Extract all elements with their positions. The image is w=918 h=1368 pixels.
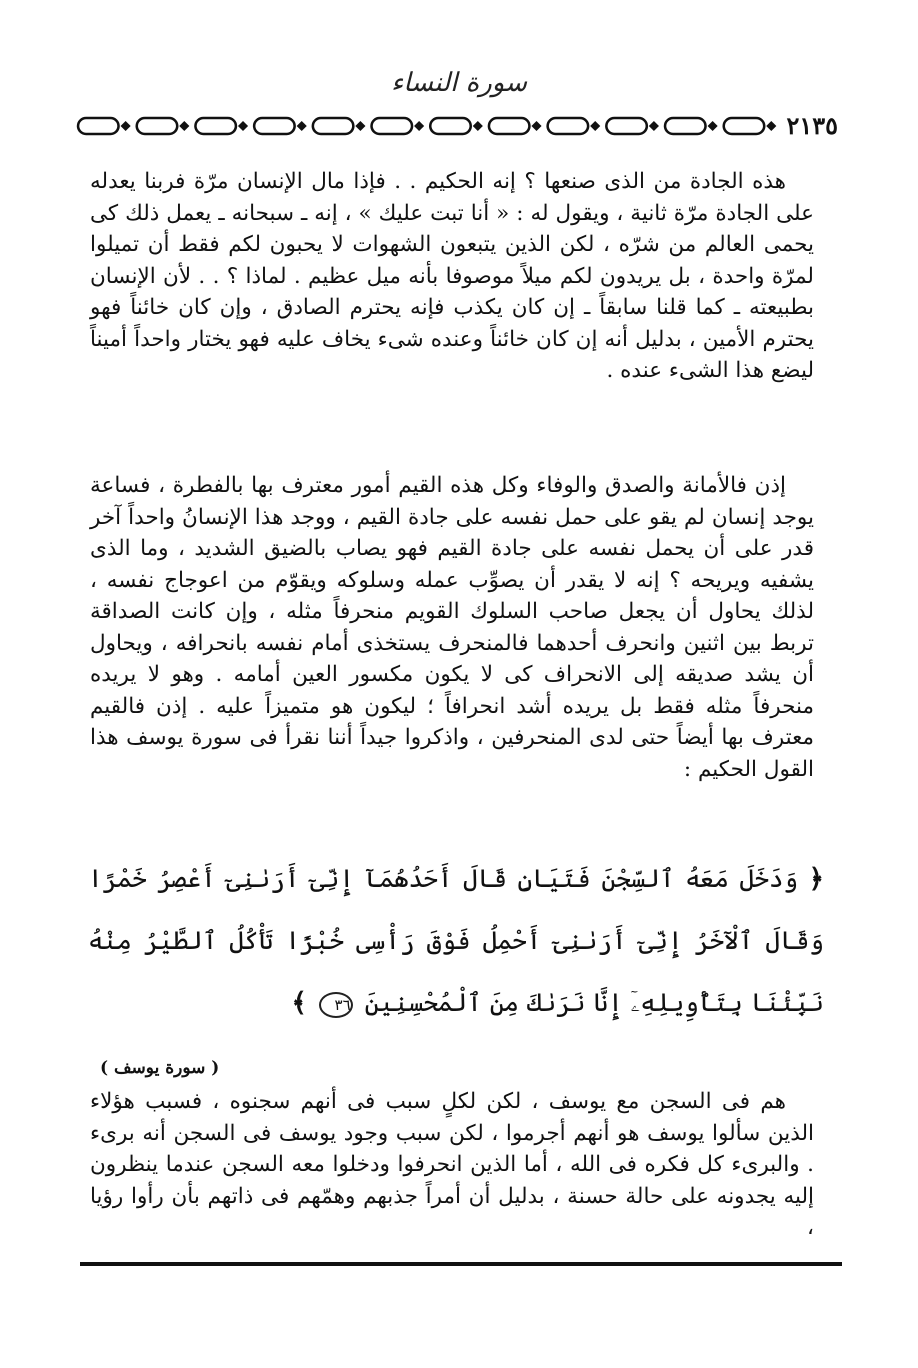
ornament-oval	[313, 118, 353, 134]
ornament-diamond	[649, 121, 659, 131]
paragraph-3	[90, 1086, 814, 1244]
paragraph-3-text: هم فى السجن مع يوسف ، لكن لكلٍ سبب فى أنهم سجنوه ، فسبب هؤلاء الذين سألوا يوسف هو أنهم أجرموا ، لكن سبب وجود يوسف فى السجن أنه برىء . والبرىء كل فكره فى الله ، أما الذين انحرفوا ودخلوا معه السجن عندما ينظرون إليه يجدونه على حالة حسنة ، بدليل أن أمراً جذبهم وهمّهم فى ذاتهم بأن رأوا رؤيا ،	[90, 1089, 814, 1240]
verse-open-bracket: ﴿	[808, 864, 824, 894]
ornament-border	[74, 112, 782, 140]
ornament-oval	[195, 118, 235, 134]
quran-verse	[88, 848, 824, 1034]
verse-source: ( سورة يوسف )	[100, 1058, 220, 1078]
ornament-diamond	[590, 121, 600, 131]
paragraph-2	[90, 470, 814, 785]
ornament-diamond	[297, 121, 307, 131]
verse-number: ٣٦	[319, 992, 353, 1018]
ornament-oval	[372, 118, 412, 134]
ornament-diamond	[708, 121, 718, 131]
paragraph-1-text: هذه الجادة من الذى صنعها ؟ إنه الحكيم . . فإذا مال الإنسان مرّة فربنا يعدله على الجادة مرّة ثانية ، ويقول له : « أنا تبت عليك » ، إنه ـ سبحانه ـ يعمل ذلك كى يحمى العالم من شرّه ، لكن الذين يتبعون الشهوات لا يحبون لكم فقط أن تميلوا لمرّة واحدة ، بل يريدون لكم ميلاً موصوفا بأنه ميل عظيم . لماذا ؟ . . لأن الإنسان بطبيعته ـ كما قلنا سابقاً ـ إن كان يكذب فإنه يحترم الصادق ، وإن كان خائناً فهو يحترم الأمين ، بدليل أنه إن كان خائناً وعنده شىء يخاف عليه فهو يختار واحداً أميناً ليضع هذا الشىء عنده .	[90, 169, 814, 383]
ornament-oval	[78, 118, 118, 134]
ornament-diamond	[766, 121, 776, 131]
ornament-oval	[254, 118, 294, 134]
paragraph-2-text: إذن فالأمانة والصدق والوفاء وكل هذه القيم أمور معترف بها بالفطرة ، فساعة يوجد إنسان لم يقو على حمل نفسه على جادة القيم ، ووجد هذا الإنسانُ واحداً آخر قدر على أن يحمل نفسه على جادة القيم فهو يصاب بالضيق الشديد ، وما الذى يشفيه ويريحه ؟ إنه لا يقدر أن يصوِّب عمله وسلوكه ويقوّم من اعوجاج نفسه ، لذلك يحاول أن يجعل صاحب السلوك القويم منحرفاً مثله ، وإن كانت الصداقة تربط بين اثنين وانحرف أحدهما فالمنحرف يستخذى أمام نفسه بانحرافه ، ويحاول أن يشد صديقه إلى الانحراف كى لا يكون مكسور العين أمامه . وهو لا يريده منحرفاً مثله فقط بل يريده أشد انحرافاً ؛ ليكون هو متميزاً عليه . إذن فالقيم معترف بها أيضاً حتى لدى المنحرفين ، واذكروا جيداً أننا نقرأ فى سورة يوسف هذا القول الحكيم :	[90, 473, 814, 782]
ornament-oval	[724, 118, 764, 134]
ornament-oval	[606, 118, 646, 134]
ornament-oval	[665, 118, 705, 134]
ornament-diamond	[121, 121, 131, 131]
header-band	[74, 112, 842, 140]
page-number: ٢١٣٥	[786, 111, 838, 140]
footer-rule	[80, 1262, 842, 1266]
verse-close-bracket: ﴾	[291, 988, 307, 1018]
ornament-diamond	[473, 121, 483, 131]
ornament-diamond	[355, 121, 365, 131]
paragraph-1	[90, 166, 814, 387]
verse-text: وَدَخَلَ مَعَهُ ٱلسِّجْنَ فَتَيَانِ قَالَ أَحَدُهُمَآ إِنِّىٓ أَرَىٰنِىٓ أَعْصِرُ خَمْرًا وَقَالَ ٱلْآخَرُ إِنِّىٓ أَرَىٰنِىٓ أَحْمِلُ فَوْقَ رَأْسِى خُبْزًا تَأْكُلُ ٱلطَّيْرُ مِنْهُ نَبِّئْنَا بِتَأْوِيلِهِۦٓ إِنَّا نَرَىٰكَ مِنَ ٱلْمُحْسِنِينَ	[88, 864, 824, 1017]
ornament-diamond	[531, 121, 541, 131]
ornament-oval	[548, 118, 588, 134]
ornament-oval	[137, 118, 177, 134]
ornament-diamond	[414, 121, 424, 131]
ornament-diamond	[238, 121, 248, 131]
ornament-oval	[489, 118, 529, 134]
surah-title: سورة النساء	[391, 68, 527, 98]
ornament-oval	[430, 118, 470, 134]
ornament-diamond	[179, 121, 189, 131]
ornament-chain-icon	[74, 112, 782, 140]
